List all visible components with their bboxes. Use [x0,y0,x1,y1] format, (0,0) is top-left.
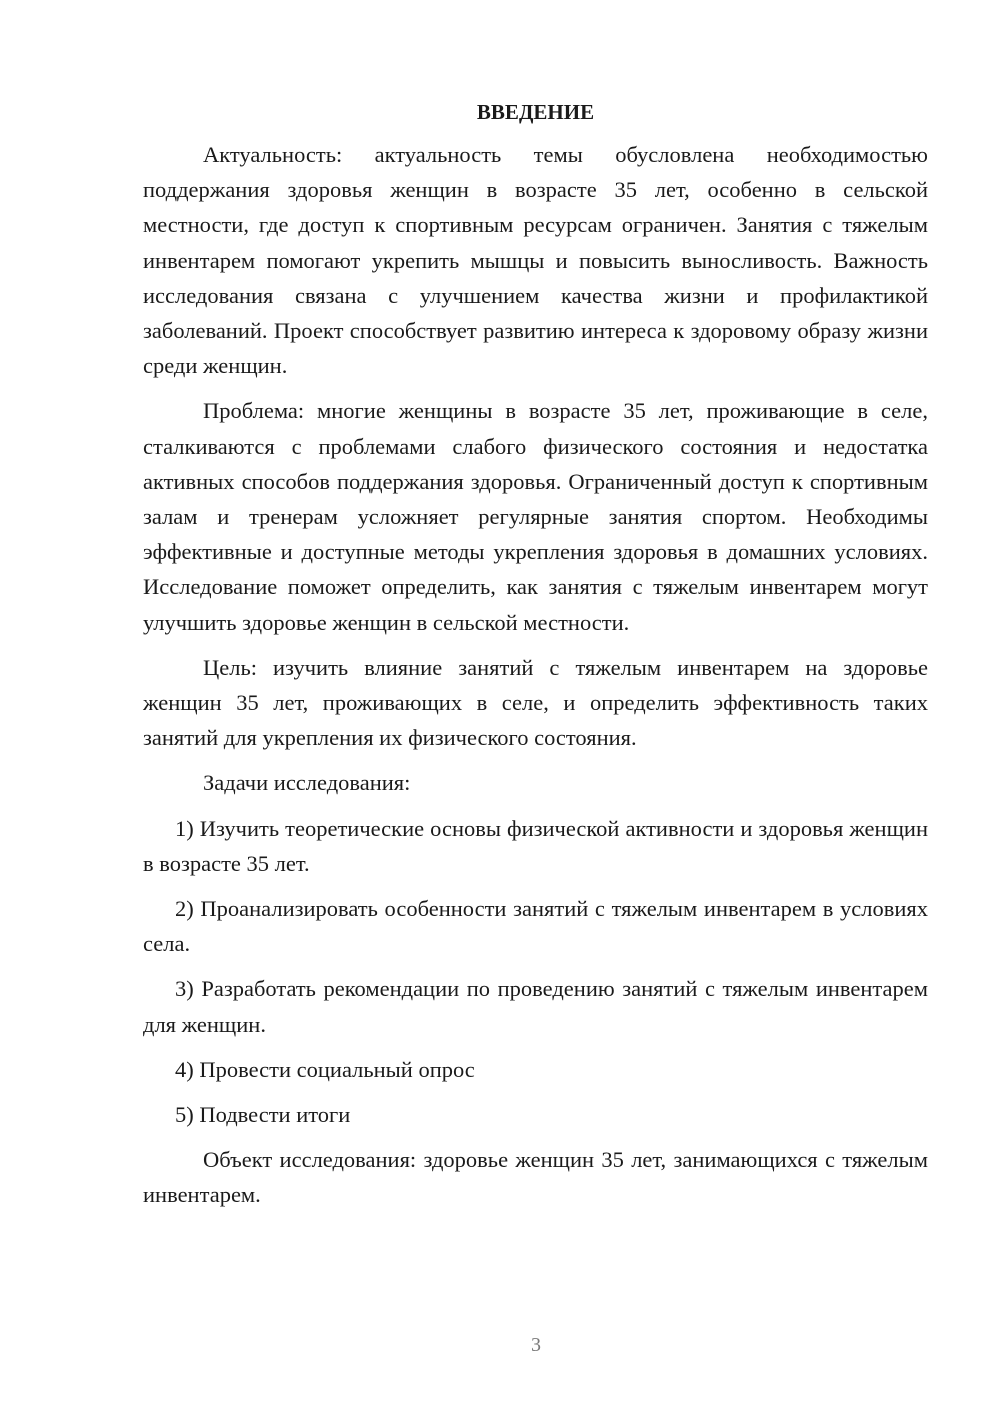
task-item-5: 5) Подвести итоги [175,1102,351,1128]
page-number: 3 [531,1334,541,1356]
document-body [143,96,928,1223]
paragraph-tasks-title: Задачи исследования: [203,770,411,796]
task-item-4: 4) Провести социальный опрос [175,1056,475,1082]
section-heading: ВВЕДЕНИЕ [476,100,595,124]
paragraph-object: Объект исследования: здоровье женщин 35 лет, занимающихся с тяжелым инвентарем. [143,1147,928,1208]
task-item-1: 1) Изучить теоретические основы физической активности и здоровья женщин в возрасте 35 лет. [143,815,928,876]
paragraph-problem: Проблема: многие женщины в возрасте 35 лет, проживающие в селе, сталкиваются с проблемами слабого физического состояния и недостатка активных способов поддержания здоровья. Ограниченный доступ к спортивным залам и тренерам усложняет регулярные занятия спортом. Необходимы эффективные и доступные методы укрепления здоровья в домашних условиях. Исследование поможет определить, как занятия с тяжелым инвентарем могут улучшить здоровье женщин в сельской местности. [143,398,928,635]
task-item-2: 2) Проанализировать особенности занятий с тяжелым инвентарем в условиях села. [143,896,928,957]
paragraph-relevance: Актуальность: актуальность темы обусловлена необходимостью поддержания здоровья женщин в возрасте 35 лет, особенно в сельской местности, где доступ к спортивным ресурсам ограничен. Занятия с тяжелым инвентарем помогают укрепить мышцы и повысить выносливость. Важность исследования связана с улучшением качества жизни и профилактикой заболеваний. Проект способствует развитию интереса к здоровому образу жизни среди женщин. [143,142,928,379]
task-item-3: 3) Разработать рекомендации по проведению занятий с тяжелым инвентарем для женщин. [143,976,928,1037]
paragraph-goal: Цель: изучить влияние занятий с тяжелым инвентарем на здоровье женщин 35 лет, проживающих в селе, и определить эффективность таких занятий для укрепления их физического состояния. [143,654,928,751]
